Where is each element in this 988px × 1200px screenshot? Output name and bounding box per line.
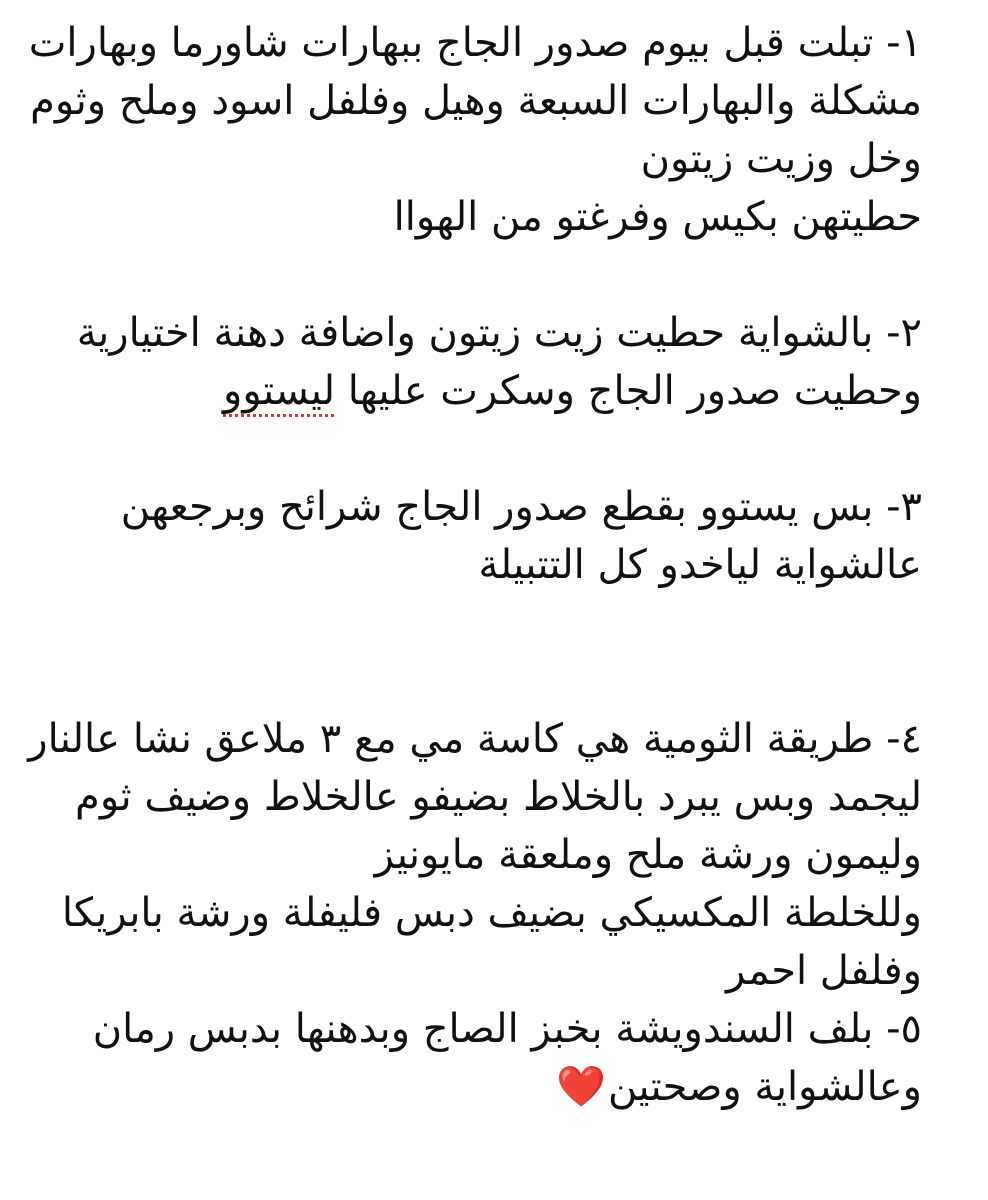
blank-line [40, 652, 922, 710]
blank-line [40, 246, 922, 304]
step-3-line-2: عالشواية لياخدو كل التتبيلة [478, 542, 922, 588]
step-4-line-4: وللخلطة المكسيكي بضيف دبس فليفلة ورشة بابريكا [61, 890, 922, 936]
step-1-line-2: مشكلة والبهارات السبعة وهيل وفلفل اسود وملح وثوم [30, 78, 922, 124]
spellcheck-flagged-word[interactable]: ليستوو [223, 368, 336, 414]
step-4-line-1: ٤- طريقة الثومية هي كاسة مي مع ٣ ملاعق نشا عالنار [28, 716, 922, 762]
blank-line [40, 594, 922, 652]
step-5-line-2 [40, 1058, 922, 1116]
step-2-line-2-text: وحطيت صدور الجاج وسكرت عليها [335, 368, 922, 414]
step-4-line-2: ليجمد وبس يبرد بالخلاط بضيفو عالخلاط وضيف ثوم [75, 774, 922, 820]
step-1-line-1: ١- تبلت قبل بيوم صدور الجاج ببهارات شاورما وبهارات [28, 20, 922, 66]
recipe-note [28, 14, 922, 1116]
step-2-line-1: ٢- بالشواية حطيت زيت زيتون واضافة دهنة اختيارية [76, 310, 922, 356]
step-5-line-1: ٥- بلف السندويشة بخبز الصاج وبدهنها بدبس رمان [92, 1006, 922, 1052]
step-1-line-3: وخل وزيت زيتون [640, 136, 922, 182]
step-3-line-1: ٣- بس يستوو بقطع صدور الجاج شرائح وبرجعهن [120, 484, 922, 530]
step-4-line-5: وفلفل احمر [726, 948, 922, 994]
step-5-line-2-text: وعالشواية وصحتين [607, 1064, 922, 1110]
heart-icon: ❤️ [556, 1064, 606, 1110]
step-1-line-4: حطيتهن بكيس وفرغتو من الهواا [393, 194, 922, 240]
step-2-line-2 [40, 362, 922, 420]
blank-line [40, 420, 922, 478]
step-4-line-3: وليمون ورشة ملح وملعقة مايونيز [374, 832, 922, 878]
